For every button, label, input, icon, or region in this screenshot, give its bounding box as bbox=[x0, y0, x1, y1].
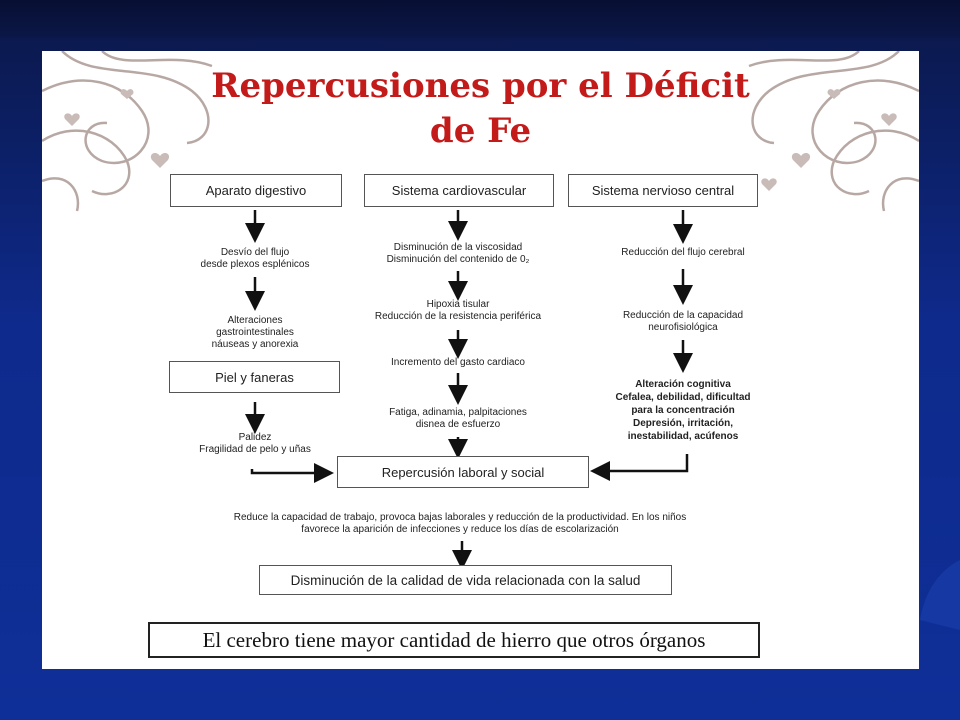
header-sistema-nervioso-central-label: Sistema nervioso central bbox=[591, 183, 735, 198]
piel-step-1-line1: Palidez bbox=[238, 432, 272, 443]
final-calidad-de-vida-label: Disminución de la calidad de vida relacionada con la salud bbox=[290, 572, 641, 588]
cardio-step-1-line1: Disminución de la viscosidad bbox=[393, 242, 523, 253]
header-sistema-nervioso-central bbox=[568, 174, 758, 207]
cardio-step-2-line1: Hipoxia tisular bbox=[426, 299, 490, 310]
nervioso-step-3-line1: Alteración cognitiva bbox=[635, 379, 731, 390]
footer-statement-text: El cerebro tiene mayor cantidad de hierro que otros órganos bbox=[202, 627, 706, 652]
arrow-nervioso-to-outcome bbox=[600, 454, 687, 471]
digestivo-step-2-line2: gastrointestinales bbox=[216, 327, 294, 338]
content-panel bbox=[42, 51, 919, 669]
digestivo-step-1-line1: Desvío del flujo bbox=[220, 247, 290, 258]
slide-top-stripe bbox=[0, 0, 960, 38]
cardio-step-3 bbox=[358, 357, 558, 369]
nervioso-step-2-line2: neurofisiológica bbox=[648, 322, 718, 333]
cardio-step-1 bbox=[358, 242, 558, 266]
nervioso-step-2-line1: Reducción de la capacidad bbox=[622, 310, 744, 321]
outcome-description-line2: favorece la aparición de infecciones y reduce los días de escolarización bbox=[301, 524, 619, 535]
header-piel-faneras-label: Piel y faneras bbox=[215, 369, 294, 385]
digestivo-step-2-line3: náuseas y anorexia bbox=[211, 339, 299, 350]
header-sistema-cardiovascular bbox=[364, 174, 554, 207]
outcome-description-line1: Reduce la capacidad de trabajo, provoca bajas laborales y reducción de la productividad. En los niños bbox=[233, 512, 687, 523]
slide-title-line1: Repercusiones por el Déficit bbox=[211, 66, 750, 106]
digestivo-step-2-line1: Alteraciones bbox=[227, 315, 283, 326]
nervioso-step-3 bbox=[573, 378, 793, 443]
nervioso-step-3-line2: Cefalea, debilidad, dificultad bbox=[615, 392, 751, 403]
cardio-step-2 bbox=[358, 299, 558, 323]
cardio-step-4-line1: Fatiga, adinamia, palpitaciones bbox=[389, 407, 527, 418]
footer-statement bbox=[148, 622, 760, 658]
nervioso-step-1 bbox=[583, 247, 783, 259]
piel-step-1 bbox=[175, 432, 335, 456]
digestivo-step-1-line2: desde plexos esplénicos bbox=[200, 259, 310, 270]
slide-title-line2: de Fe bbox=[429, 111, 532, 151]
cardio-step-4-line2: disnea de esfuerzo bbox=[415, 419, 501, 430]
header-piel-faneras bbox=[169, 361, 340, 393]
cardio-step-4 bbox=[358, 407, 558, 431]
outcome-repercusion-laboral-social bbox=[337, 456, 589, 488]
header-sistema-cardiovascular-label: Sistema cardiovascular bbox=[391, 183, 527, 198]
header-aparato-digestivo bbox=[170, 174, 342, 207]
cardio-step-1-line2: Disminución del contenido de 0₂ bbox=[386, 254, 530, 265]
nervioso-step-2 bbox=[583, 310, 783, 334]
piel-step-1-line2: Fragilidad de pelo y uñas bbox=[199, 444, 311, 455]
outcome-description bbox=[170, 512, 750, 536]
background-wave-decoration bbox=[900, 560, 960, 630]
digestivo-step-1 bbox=[175, 247, 335, 271]
header-aparato-digestivo-label: Aparato digestivo bbox=[205, 183, 307, 198]
nervioso-step-3-line4: Depresión, irritación, bbox=[632, 418, 734, 429]
arrow-piel-to-outcome bbox=[252, 469, 324, 473]
digestivo-step-2 bbox=[175, 315, 335, 351]
nervioso-step-3-line3: para la concentración bbox=[631, 405, 735, 416]
nervioso-step-1-line1: Reducción del flujo cerebral bbox=[621, 247, 745, 258]
cardio-step-2-line2: Reducción de la resistencia periférica bbox=[374, 311, 542, 322]
nervioso-step-3-line5: inestabilidad, acúfenos bbox=[627, 431, 739, 442]
outcome-repercusion-label: Repercusión laboral y social bbox=[381, 464, 545, 480]
final-calidad-de-vida bbox=[259, 565, 672, 595]
cardio-step-3-line1: Incremento del gasto cardiaco bbox=[391, 357, 525, 368]
